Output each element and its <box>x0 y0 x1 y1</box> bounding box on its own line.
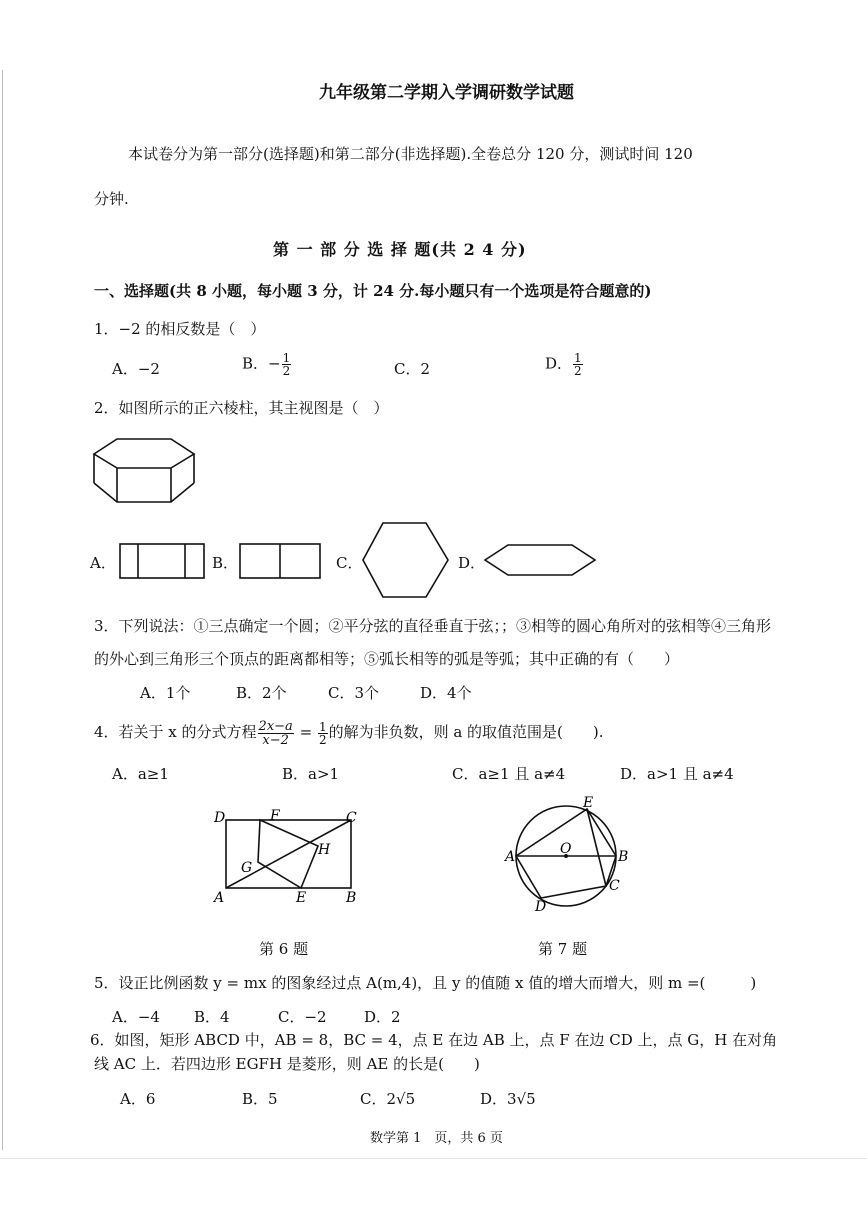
q2-option-b-label: B． <box>212 554 239 572</box>
fig6-label-f: F <box>270 808 280 824</box>
q3-line-1: 3．下列说法：①三点确定一个圆；②平分弦的直径垂直于弦；；③相等的圆心角所对的弦相等④三角形 <box>94 617 772 635</box>
q3-option-b: B．2个 <box>236 684 287 702</box>
fig6-label-a: A <box>214 890 225 906</box>
q3-option-c: C．3个 <box>328 684 380 702</box>
fig7-label-d: D <box>535 899 547 915</box>
footer-divider <box>0 1158 867 1159</box>
intro-line-2: 分钟. <box>94 190 129 208</box>
q2-option-c-label: C． <box>336 554 363 572</box>
figure-q6-rectangle <box>210 806 370 916</box>
q6-option-a: A．6 <box>120 1090 156 1108</box>
q3-line-2: 的外心到三角形三个顶点的距离都相等；⑤弧长相等的弧是等弧；其中正确的有（ ） <box>94 650 680 668</box>
q4-option-d: D．a>1 且 a≠4 <box>620 765 734 783</box>
figure-q7-circle <box>505 795 635 915</box>
q1-option-a: A．−2 <box>112 360 160 378</box>
q2-option-a-figure <box>118 542 208 582</box>
fig7-label-o: O <box>560 841 572 857</box>
q2-option-b-figure <box>238 542 324 582</box>
q5-option-d: D．2 <box>364 1008 401 1026</box>
q6-option-d: D．3√5 <box>480 1090 536 1108</box>
q3-option-d: D．4个 <box>420 684 472 702</box>
fig6-label-h: H <box>318 842 331 858</box>
part1-instructions: 一、选择题(共 8 小题，每小题 3 分，计 24 分.每小题只有一个选项是符合题意的) <box>94 282 652 300</box>
fig6-label-b: B <box>346 890 357 906</box>
fig7-caption: 第 7 题 <box>538 940 588 958</box>
q1-stem: 1．−2 的相反数是（ ） <box>94 320 266 338</box>
part1-title: 第 一 部 分 选 择 题(共 2 4 分) <box>273 240 527 259</box>
page-edge-line <box>2 70 3 1150</box>
hexagonal-prism-figure <box>80 430 210 510</box>
q1-option-b: B．− $\frac{1}{2}$ <box>242 351 291 378</box>
page-footer: 数学第 1 页，共 6 页 <box>370 1131 503 1146</box>
intro-line-1: 本试卷分为第一部分(选择题)和第二部分(非选择题).全卷总分 120 分，测试时间 120 <box>128 145 693 163</box>
q2-option-d-figure <box>482 542 600 580</box>
q2-option-c-figure <box>360 520 452 602</box>
q2-stem: 2．如图所示的正六棱柱，其主视图是（ ） <box>94 399 389 417</box>
q4-option-b: B．a>1 <box>282 765 340 783</box>
q2-option-a-label: A． <box>90 554 116 572</box>
q5-option-a: A．−4 <box>112 1008 160 1026</box>
q1-option-c: C．2 <box>394 360 431 378</box>
q2-option-d-label: D． <box>458 554 486 572</box>
fig6-caption: 第 6 题 <box>259 940 309 958</box>
fig6-label-e: E <box>296 890 307 906</box>
q6-option-c: C．2√5 <box>360 1090 416 1108</box>
q6-option-b: B．5 <box>242 1090 278 1108</box>
fig6-label-c: C <box>346 810 357 826</box>
q4-stem: 4．若关于 x 的分式方程 $\frac{2x-a}{x-2}$ = $\frac{1}{2}$ 的解为非负数，则 a 的取值范围是( ). <box>94 718 604 748</box>
fig7-label-c: C <box>609 878 620 894</box>
q4-option-c: C．a≥1 且 a≠4 <box>452 765 566 783</box>
q4-option-a: A．a≥1 <box>112 765 169 783</box>
fig7-label-a: A <box>505 849 516 865</box>
q6-line-2: 线 AC 上．若四边形 EGFH 是菱形，则 AE 的长是( ) <box>94 1055 480 1073</box>
q3-option-a: A．1个 <box>140 684 191 702</box>
fig6-label-g: G <box>241 860 253 876</box>
q5-stem: 5．设正比例函数 y = mx 的图象经过点 A(m,4)，且 y 的值随 x 值的增大而增大，则 m =( ) <box>94 974 757 992</box>
q1-option-d: D． $\frac{1}{2}$ <box>545 351 582 378</box>
fig6-label-d: D <box>214 810 226 826</box>
fig7-label-e: E <box>583 795 594 811</box>
page-title: 九年级第二学期入学调研数学试题 <box>319 83 574 103</box>
q5-option-b: B．4 <box>194 1008 230 1026</box>
q6-line-1: 6．如图，矩形 ABCD 中，AB = 8，BC = 4，点 E 在边 AB 上，点 F 在边 CD 上，点 G，H 在对角 <box>90 1031 778 1049</box>
fig7-label-b: B <box>618 849 629 865</box>
q5-option-c: C．−2 <box>278 1008 327 1026</box>
